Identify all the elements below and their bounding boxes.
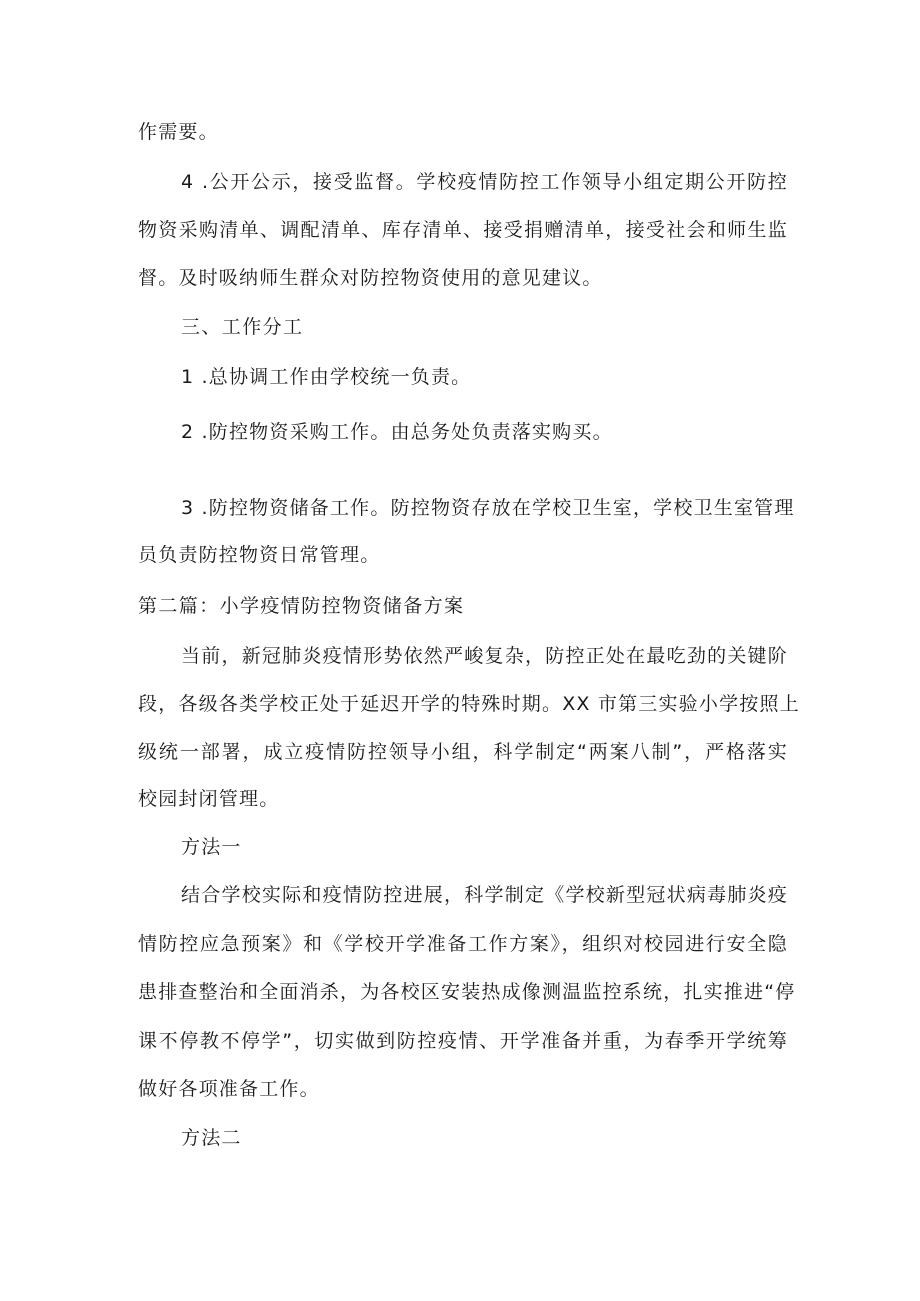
paragraph-line: 校园封闭管理。	[138, 788, 280, 810]
chapter-title: 第二篇：小学疫情防控物资储备方案	[138, 595, 465, 617]
section-heading: 三、工作分工	[181, 316, 304, 338]
method-heading: 方法二	[181, 1127, 242, 1149]
paragraph-line: 级统一部署，成立疫情防控领导小组，科学制定“两案八制”，严格落实	[138, 741, 788, 763]
paragraph-line: 物资采购清单、调配清单、库存清单、接受捐赠清单，接受社会和师生监	[138, 219, 788, 241]
paragraph-line: 做好各项准备工作。	[138, 1078, 320, 1100]
paragraph-line: 情防控应急预案》和《学校开学准备工作方案》，组织对校园进行安全隐	[138, 933, 788, 955]
paragraph-line: 课不停教不停学”，切实做到防控疫情、开学准备并重，为春季开学统筹	[138, 1030, 788, 1052]
paragraph-line: 段，各级各类学校正处于延迟开学的特殊时期。XX 市第三实验小学按照上	[138, 693, 800, 715]
paragraph-line: 患排查整治和全面消杀，为各校区安装热成像测温监控系统，扎实推进“停	[138, 981, 796, 1003]
paragraph-line: 作需要。	[138, 121, 219, 143]
list-item: 3 .防控物资储备工作。防控物资存放在学校卫生室，学校卫生室管理	[181, 497, 795, 519]
list-item: 2 .防控物资采购工作。由总务处负责落实购买。	[181, 421, 613, 443]
paragraph-line: 督。及时吸纳师生群众对防控物资使用的意见建议。	[138, 267, 603, 289]
paragraph-line: 4 .公开公示，接受监督。学校疫情防控工作领导小组定期公开防控	[181, 171, 788, 193]
paragraph-line: 结合学校实际和疫情防控进展，科学制定《学校新型冠状病毒肺炎疫	[181, 884, 788, 906]
paragraph-line: 当前，新冠肺炎疫情形势依然严峻复杂，防控正处在最吃劲的关键阶	[181, 645, 788, 667]
method-heading: 方法一	[181, 836, 242, 858]
paragraph-line: 员负责防控物资日常管理。	[138, 544, 381, 566]
list-item: 1 .总协调工作由学校统一负责。	[181, 366, 472, 388]
